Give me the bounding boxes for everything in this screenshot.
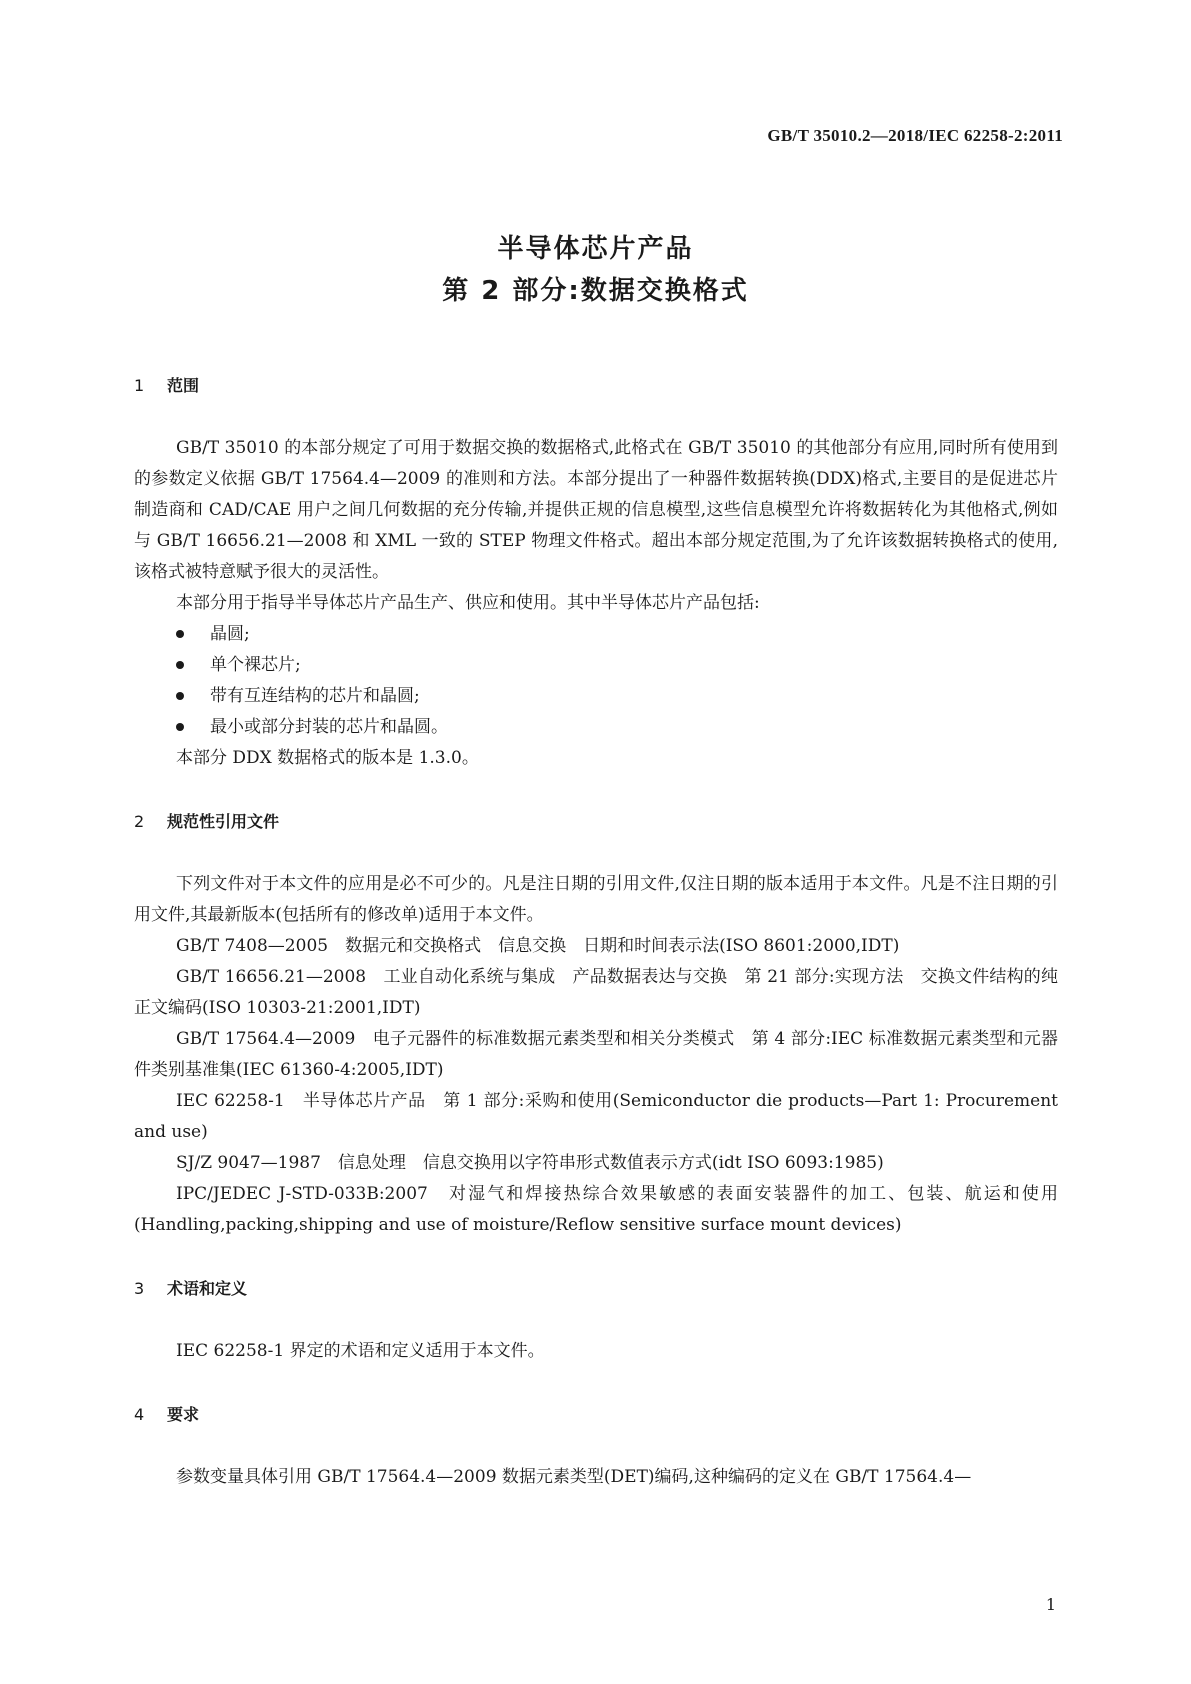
bullet-icon bbox=[176, 630, 184, 638]
reference-item: GB/T 16656.21—2008 工业自动化系统与集成 产品数据表达与交换 第 21 部分:实现方法 交换文件结构的纯正文编码(ISO 10303-21:2001,IDT) bbox=[134, 967, 1058, 1018]
section-4-heading bbox=[134, 1399, 1058, 1430]
section-1-heading bbox=[134, 370, 1058, 401]
section-3-heading bbox=[134, 1273, 1058, 1304]
section-1-paragraph: 本部分用于指导半导体芯片产品生产、供应和使用。其中半导体芯片产品包括: bbox=[176, 593, 760, 613]
document-body bbox=[134, 370, 1058, 1493]
reference-item: GB/T 7408—2005 数据元和交换格式 信息交换 日期和时间表示法(ISO 8601:2000,IDT) bbox=[176, 936, 900, 956]
section-3-text: IEC 62258-1 界定的术语和定义适用于本文件。 bbox=[176, 1341, 545, 1361]
section-number: 3 bbox=[134, 1279, 145, 1298]
bullet-icon bbox=[176, 723, 184, 731]
title-line-2: 第 2 部分:数据交换格式 bbox=[442, 276, 749, 306]
list-item: 单个裸芯片; bbox=[176, 650, 1058, 681]
standard-code: GB/T 35010.2—2018/IEC 62258-2:2011 bbox=[767, 126, 1063, 145]
list-item: 最小或部分封装的芯片和晶圆。 bbox=[176, 712, 1058, 743]
document-title bbox=[0, 228, 1191, 312]
section-1-paragraph: GB/T 35010 的本部分规定了可用于数据交换的数据格式,此格式在 GB/T 35010 的其他部分有应用,同时所有使用到的参数定义依据 GB/T 17564.4—2009 的准则和方法。本部分提出了一种器件数据转换(DDX)格式,主要目的是促进芯片制造商和 CAD/CAE 用户之间几何数据的充分传输,并提供正规的信息模型,这些信息模型允许将数据转化为其他格式,例如与 GB/T 16656.21—2008 和 XML 一致的 STEP 物理文件格式。超出本部分规定范围,为了允许该数据转换格式的使用,该格式被特意赋予很大的灵活性。 bbox=[134, 438, 1058, 582]
reference-item: SJ/Z 9047—1987 信息处理 信息交换用以字符串形式数值表示方式(idt ISO 6093:1985) bbox=[176, 1153, 884, 1173]
section-title: 范围 bbox=[167, 376, 200, 395]
die-product-list bbox=[134, 619, 1058, 743]
section-1-closing: 本部分 DDX 数据格式的版本是 1.3.0。 bbox=[176, 748, 479, 768]
reference-item: IEC 62258-1 半导体芯片产品 第 1 部分:采购和使用(Semiconductor die products—Part 1: Procurement and use) bbox=[134, 1091, 1058, 1142]
title-line-1: 半导体芯片产品 bbox=[497, 234, 694, 264]
section-2-heading bbox=[134, 806, 1058, 837]
reference-item: IPC/JEDEC J-STD-033B:2007 对湿气和焊接热综合效果敏感的表面安装器件的加工、包装、航运和使用(Handling,packing,shipping and use of moisture/Reflow sensitive surface mount devices) bbox=[134, 1184, 1058, 1235]
list-item: 晶圆; bbox=[176, 619, 1058, 650]
bullet-icon bbox=[176, 692, 184, 700]
section-title: 规范性引用文件 bbox=[167, 812, 280, 831]
section-title: 术语和定义 bbox=[167, 1279, 248, 1298]
list-item: 带有互连结构的芯片和晶圆; bbox=[176, 681, 1058, 712]
section-4-text: 参数变量具体引用 GB/T 17564.4—2009 数据元素类型(DET)编码,这种编码的定义在 GB/T 17564.4— bbox=[176, 1467, 972, 1487]
bullet-icon bbox=[176, 661, 184, 669]
section-2-intro: 下列文件对于本文件的应用是必不可少的。凡是注日期的引用文件,仅注日期的版本适用于本文件。凡是不注日期的引用文件,其最新版本(包括所有的修改单)适用于本文件。 bbox=[134, 874, 1058, 925]
page-number: 1 bbox=[1045, 1595, 1056, 1614]
section-number: 4 bbox=[134, 1405, 145, 1424]
section-number: 2 bbox=[134, 812, 145, 831]
section-title: 要求 bbox=[167, 1405, 200, 1424]
reference-item: GB/T 17564.4—2009 电子元器件的标准数据元素类型和相关分类模式 第 4 部分:IEC 标准数据元素类型和元器件类别基准集(IEC 61360-4:2005,IDT) bbox=[134, 1029, 1058, 1080]
section-number: 1 bbox=[134, 376, 145, 395]
